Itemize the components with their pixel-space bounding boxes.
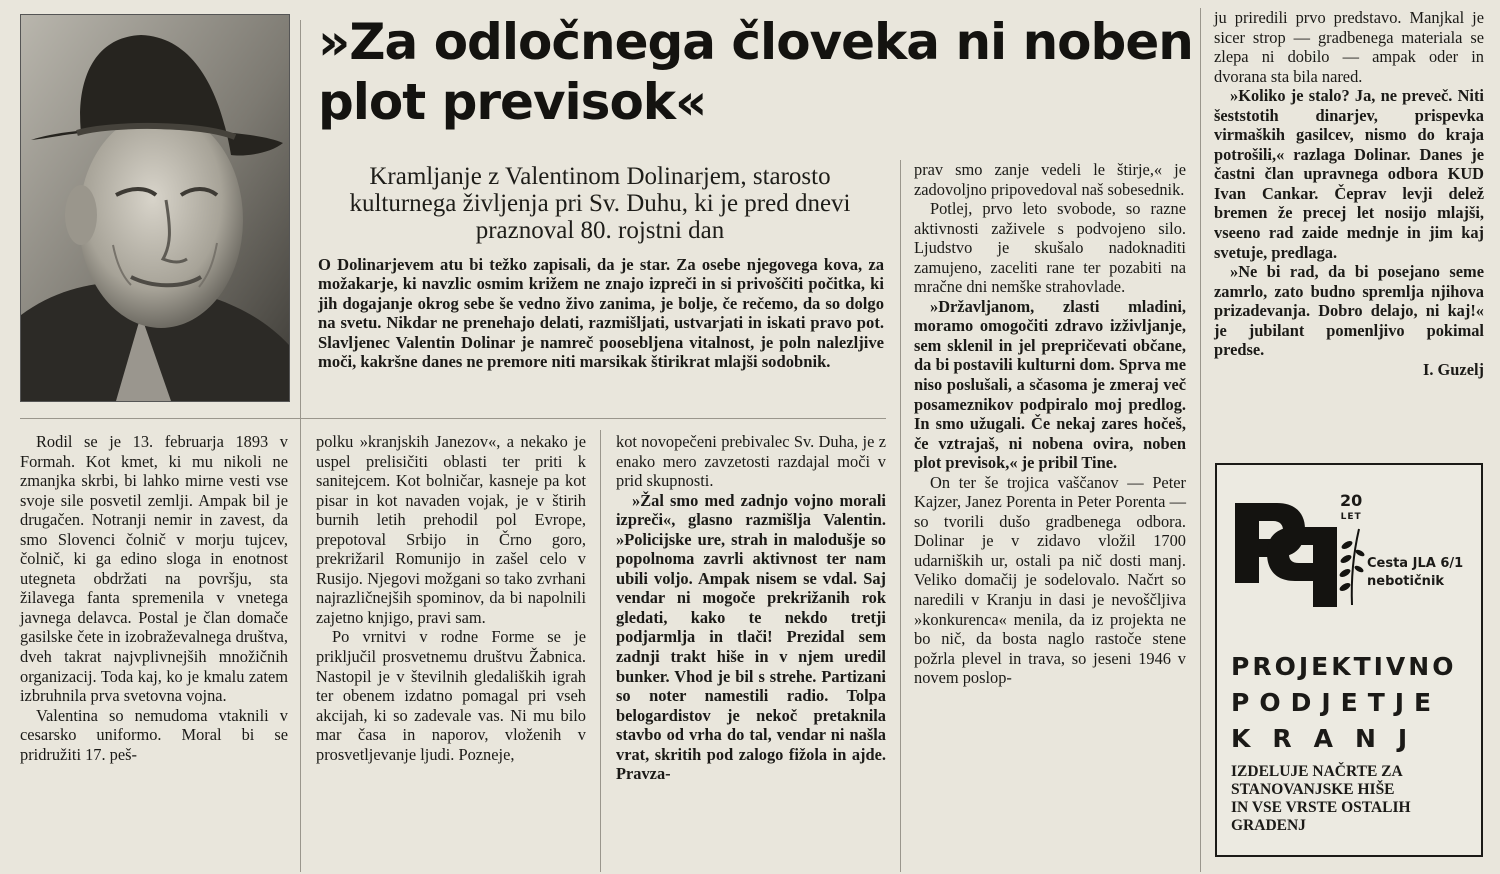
company-name [1231,649,1471,757]
laurel-icon [1339,525,1365,605]
column-divider [300,20,301,872]
column-divider [600,430,601,872]
paragraph: kot novopečeni prebivalec Sv. Duha, je z enako mero zavzetosti razdajal moči v prid skupnosti. [616,432,886,491]
description-line: GRADENJ [1231,817,1306,834]
address-street: Cesta JLA 6/1 [1367,556,1464,571]
paragraph: Valentina so nemudoma vtaknili v cesarsko uniformo. Moral bi se pridružiti 17. peš- [20,705,288,764]
paragraph: Rodil se je 13. februarja 1893 v Formah. Kot kmet, ki mu nikoli ne zmanjka skrbi, bi lahko mirne vesti vse svoje sile posvetil zemlji. Ampak bil je drugačen. Notranji nemir in zavest, da smo Slovenci čolnič v morju tujcev, čolnič, ki ga edino sloga in enotnost utegneta obdržati na površju, sta žilavega fanta spremenila v vnetega javnega delavca. Postal je član domače gasilske čete in izobraževalnega društva, dveh takrat najvplivnejših množičnih organizacij. Toda kaj, ko je kmalu zatem izbruhnila prva svetovna vojna. [20,432,288,706]
paragraph-quote: »Državljanom, zlasti mladini, moramo omogočiti zdravo izživljanje, sem sklenil in jel prepričevati občane, da bi postavili kulturni dom. Sprva me niso poslušali, a sčasoma je zmeraj več posameznikov podpiralo moj predlog. In smo užugali. Če nekaj zares hočeš, če vztrajaš, ni nobena ovira, noben plot previsok,« je pribil Tine. [914,296,1186,473]
paragraph: prav smo zanje vedeli le štirje,« je zadovoljno pripovedoval naš sobesednik. [914,160,1186,199]
paragraph: polku »kranjskih Janezov«, a nekako je uspel prelisičiti oblasti ter priti k sanitejcem. Kot bolničar, kasneje pa kot pisar in kot navaden vojak, je v štirih burnih letih prehodil pol Evrope, prepotoval Srbijo in Črno goro, prekrižaril Romunijo in zašel celo v Rusijo. Njegovi možgani so tako zvrhani najrazličnejših spominov, da bi napolnili zajetno knjigo, pravi sam. [316,432,586,627]
article-column-2 [316,432,586,872]
anniversary-badge [1340,493,1362,525]
portrait-photo [20,14,290,402]
logo-letters: PP [1233,476,1253,495]
column-divider [1200,8,1201,872]
paragraph: Po vrnitvi v rodne Forme se je priključil prosvetnemu društvu Žabnica. Nastopil je v številnih gledaliških igrah ter obenem izdatno pomagal pri vseh akcijah, ki so zadevale vas. Ni mu bilo mar časa in naporov, vloženih v prosvetljevanje ljudi. Pozneje, [316,627,586,764]
anniversary-number: 20 [1340,491,1363,510]
article-column-4 [914,160,1186,872]
column-divider [900,160,901,872]
paragraph: Potlej, prvo leto svobode, so razne aktivnosti zaživele s podvojeno silo. Ljudstvo je skušalo nadoknaditi zamujeno, zaceliti rane ter pozabiti na mračne dni nemške strahovlade. [914,199,1186,297]
company-address [1367,555,1463,591]
article-column-3 [616,432,886,872]
company-description [1231,763,1475,835]
description-line: IN VSE VRSTE OSTALIH [1231,799,1411,816]
company-name-line: PODJETJE [1231,688,1442,717]
paragraph-quote: »Žal smo med zadnjo vojno morali izpreči«, glasno razmišlja Valentin. »Policijske ure, strah in malodušje so popolnoma zavrli aktivnost ter nam ubili voljo. Ampak nisem se vdal. Saj vendar ni mogoče prekrižanih rok gledati, kako te nekdo tretji podjarmlja in tlači! Prezidal sem zadnji trakt hiše in v njem uredil bunker. Vhod je bil s strehe. Partizani so noter namestili radio. Tolpa belogardistov je nekoč pretaknila stavbo od vrha do tal, vendar ni našla vrat, skritih pod zalogo fižola in ajde. Pravza- [616,490,886,784]
article-column-5 [1214,8,1484,456]
article-column-1 [20,432,288,872]
description-line: STANOVANJSKE HIŠE [1231,781,1395,798]
anniversary-word: LET [1340,512,1362,522]
company-name-line: PROJEKTIVNO [1231,652,1457,681]
paragraph: On ter še trojica vaščanov — Peter Kajzer, Janez Porenta in Peter Porenta — so tvorili dušo gradbenega odbora. Dolinar je v zidavo vložil 1700 udarniških ur, ostali pa nič dosti manj. Veliko domačij je sodelovalo. Načrt so naredili v Kranju in dasi je nevoščljiva »konkurenca« menila, da iz projekta ne bo nič, da bosta naglo rastoče stene požrla plevel in trava, so jeseni 1946 v novem poslop- [914,472,1186,688]
description-line: IZDELUJE NAČRTE ZA [1231,763,1403,780]
article-deck: Kramljanje z Valentinom Dolinarjem, starosto kulturnega življenja pri Sv. Duhu, ki je pred dnevi praznoval 80. rojstni dan [349,163,851,244]
address-building: nebotičnik [1367,574,1445,589]
company-logo [1233,476,1343,621]
column-divider-horizontal [20,418,886,419]
company-name-line: KRANJ [1231,724,1430,753]
paragraph-quote: »Koliko je stalo? Ja, ne preveč. Niti šeststotih dinarjev, prispevka virmaških gasilcev, nismo do kraja potrošili,« razlaga Dolinar. Danes je častni član upravnega odbora KUD Ivan Cankar. Čeprav levji delež bremen že precej let nosijo mlajši, vseeno rad zaide mednje in jim kaj svetuje, predlaga. [1214,86,1484,262]
article-lead: O Dolinarjevem atu bi težko zapisali, da je star. Za osebe njegovega kova, za možakarje, ki navzlic osmim križem ne znajo izpreči in si privoščiti počitka, ki jih dogajanje okrog sebe še vedno živo zanima, je bolje, če rečemo, da so dolgo na svetu. Nikdar ne prenehajo delati, razmišljati, ustvarjati in iskati pravo pot. Slavljenec Valentin Dolinar je namreč poosebljena vitalnost, je poln nalezljive moči, kakršne danes ne premore niti marsikak štirikrat mlajši sodobnik. [318,255,884,372]
advertisement [1215,463,1483,857]
article-headline: »Za odločnega človeka ni noben plot previsok« [318,13,1193,131]
paragraph: ju priredili prvo predstavo. Manjkal je sicer strop — gradbenega materiala se zlepa ni dobilo — ampak oder in dvorana sta bila nared. [1214,8,1484,86]
author-signature: I. Guzelj [1422,359,1484,379]
paragraph-quote: »Ne bi rad, da bi posejano seme zamrlo, zato budno spremlja njihova prizadevanja. Dobro delajo, ni kaj!« je jubilant pomenljivo pokimal predse. [1214,262,1484,360]
